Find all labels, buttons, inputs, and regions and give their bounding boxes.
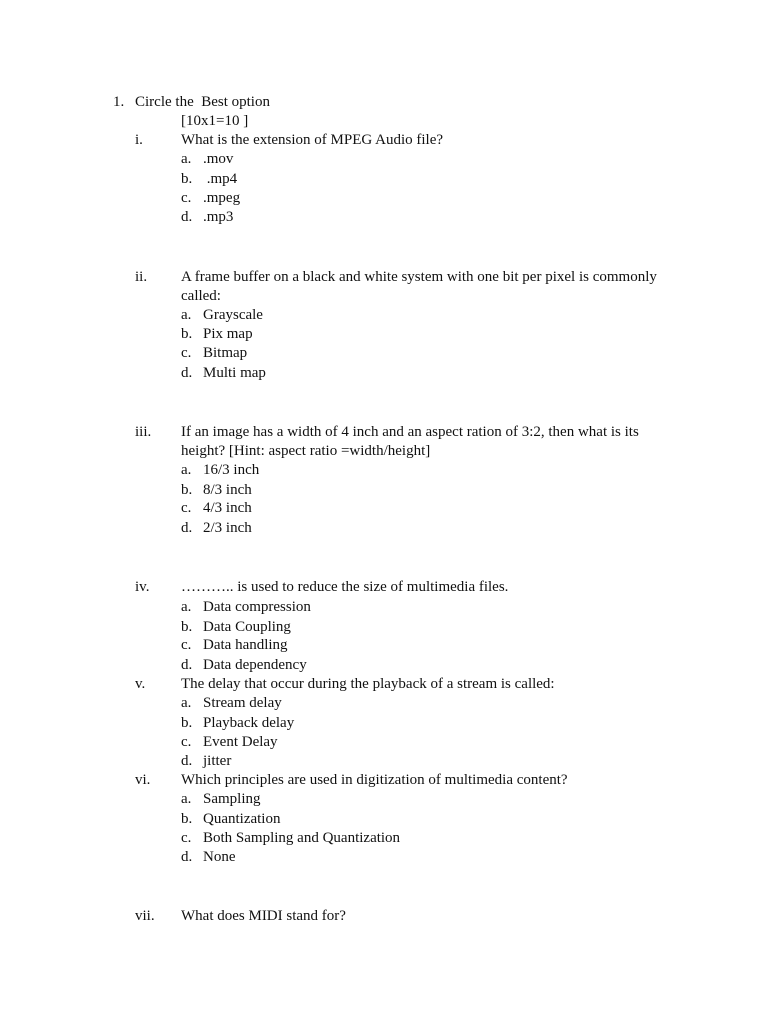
option-label: d. — [181, 209, 193, 225]
option-text: 4/3 inch — [203, 500, 252, 516]
option-label: c. — [181, 637, 192, 653]
option-label: d. — [181, 520, 193, 536]
option-label: a. — [181, 307, 192, 323]
question-text: The delay that occur during the playback of a stream is called: — [181, 676, 555, 692]
option-label: b. — [181, 619, 193, 635]
option-text: Grayscale — [203, 307, 263, 323]
option-label: c. — [181, 345, 192, 361]
option-label: d. — [181, 657, 193, 673]
option-label: a. — [181, 151, 192, 167]
option-text: 2/3 inch — [203, 520, 252, 536]
option-text: Playback delay — [203, 715, 295, 731]
option-label: c. — [181, 830, 192, 846]
question-number: vii. — [135, 908, 155, 924]
question-text: If an image has a width of 4 inch and an aspect ration of 3:2, then what is its — [181, 424, 639, 440]
question-text: Which principles are used in digitization of multimedia content? — [181, 772, 568, 788]
question-text: What does MIDI stand for? — [181, 908, 346, 924]
question-text-continued: called: — [181, 288, 221, 304]
option-label: c. — [181, 190, 192, 206]
option-text: 8/3 inch — [203, 482, 252, 498]
option-label: d. — [181, 753, 193, 769]
question-number: ii. — [135, 269, 148, 285]
option-text: Pix map — [203, 326, 253, 342]
question-number: iv. — [135, 579, 150, 595]
option-text: Data handling — [203, 637, 288, 653]
option-label: b. — [181, 715, 193, 731]
option-text: Both Sampling and Quantization — [203, 830, 401, 846]
option-label: d. — [181, 365, 193, 381]
option-label: a. — [181, 791, 192, 807]
option-text: Bitmap — [203, 345, 248, 361]
question-text-continued: height? [Hint: aspect ratio =width/height] — [181, 443, 431, 459]
option-text: Stream delay — [203, 695, 282, 711]
question-number: vi. — [135, 772, 151, 788]
option-label: c. — [181, 734, 192, 750]
marks-allocation: [10x1=10 ] — [181, 113, 249, 129]
option-text: Data compression — [203, 599, 311, 615]
option-text: Quantization — [203, 811, 281, 827]
option-text: Sampling — [203, 791, 261, 807]
option-text: .mp4 — [203, 171, 238, 187]
option-text: None — [203, 849, 236, 865]
section-title: Circle the Best option — [135, 94, 270, 110]
question-text: What is the extension of MPEG Audio file? — [181, 132, 444, 148]
option-label: b. — [181, 482, 193, 498]
question-number: v. — [135, 676, 146, 692]
option-label: a. — [181, 462, 192, 478]
question-number: iii. — [135, 424, 152, 440]
question-text: ……….. is used to reduce the size of multimedia files. — [181, 579, 509, 595]
option-text: .mp3 — [203, 209, 234, 225]
option-label: c. — [181, 500, 192, 516]
option-text: jitter — [203, 753, 232, 769]
option-label: b. — [181, 811, 193, 827]
section-number: 1. — [113, 94, 125, 110]
question-number: i. — [135, 132, 143, 148]
option-text: .mpeg — [203, 190, 241, 206]
option-text: .mov — [203, 151, 234, 167]
option-text: Data dependency — [203, 657, 307, 673]
question-text: A frame buffer on a black and white system with one bit per pixel is commonly — [181, 269, 657, 285]
option-text: 16/3 inch — [203, 462, 260, 478]
option-label: b. — [181, 171, 193, 187]
option-label: d. — [181, 849, 193, 865]
option-label: a. — [181, 695, 192, 711]
option-text: Event Delay — [203, 734, 278, 750]
option-text: Multi map — [203, 365, 266, 381]
option-text: Data Coupling — [203, 619, 291, 635]
option-label: b. — [181, 326, 193, 342]
option-label: a. — [181, 599, 192, 615]
